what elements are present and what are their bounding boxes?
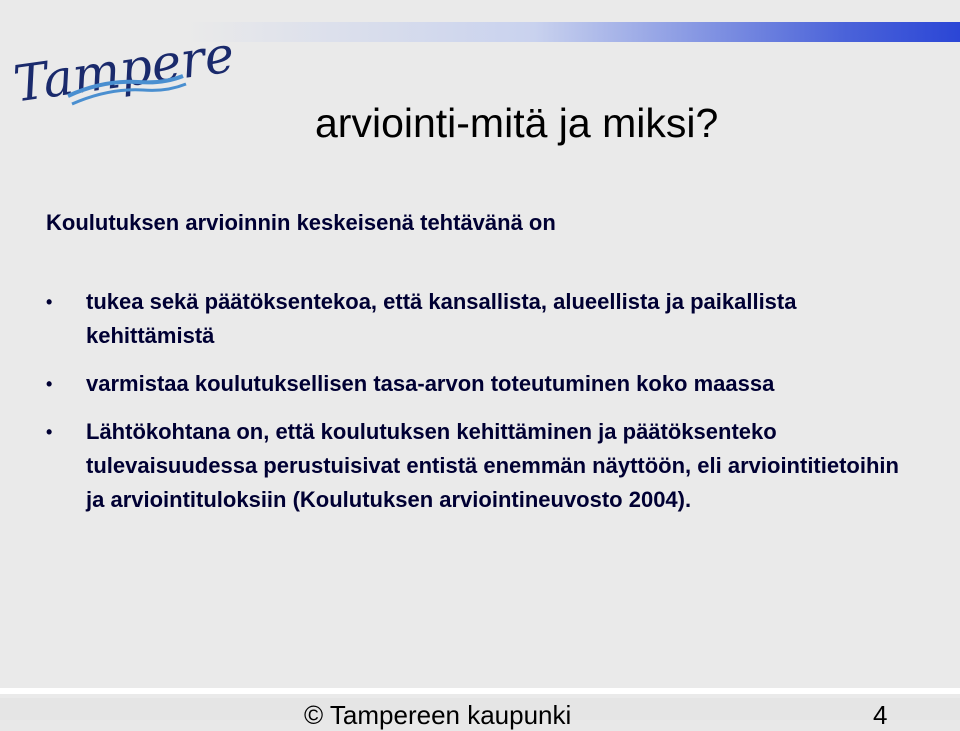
page-number: 4	[873, 700, 888, 730]
svg-text:Tampere: Tampere	[10, 25, 238, 114]
intro-text: Koulutuksen arvioinnin keskeisenä tehtävänä on	[46, 210, 556, 235]
header-gradient-band	[185, 22, 960, 42]
bullet-icon: •	[46, 374, 53, 394]
slide-title: arviointi-mitä ja miksi?	[315, 100, 719, 146]
footer	[0, 698, 960, 730]
copyright-text: © Tampereen kaupunki	[304, 700, 572, 730]
bullet-text: tukea sekä päätöksentekoa, että kansallista, alueellista ja paikallista kehittämistä	[86, 289, 797, 348]
bullet-list	[46, 285, 906, 531]
list-item	[46, 367, 906, 401]
tampere-logo	[8, 18, 238, 118]
list-item	[46, 415, 906, 517]
bullet-icon: •	[46, 422, 53, 442]
bullet-icon: •	[46, 292, 53, 312]
list-item	[46, 285, 906, 353]
footer-divider	[0, 688, 960, 694]
bullet-text: varmistaa koulutuksellisen tasa-arvon toteutuminen koko maassa	[86, 371, 775, 396]
bullet-text: Lähtökohtana on, että koulutuksen kehittäminen ja päätöksenteko tulevaisuudessa perustuisivat entistä enemmän näyttöön, eli arviointitietoihin ja arviointituloksiin (Koulutuksen arviointineuvosto 2004).	[86, 419, 899, 512]
